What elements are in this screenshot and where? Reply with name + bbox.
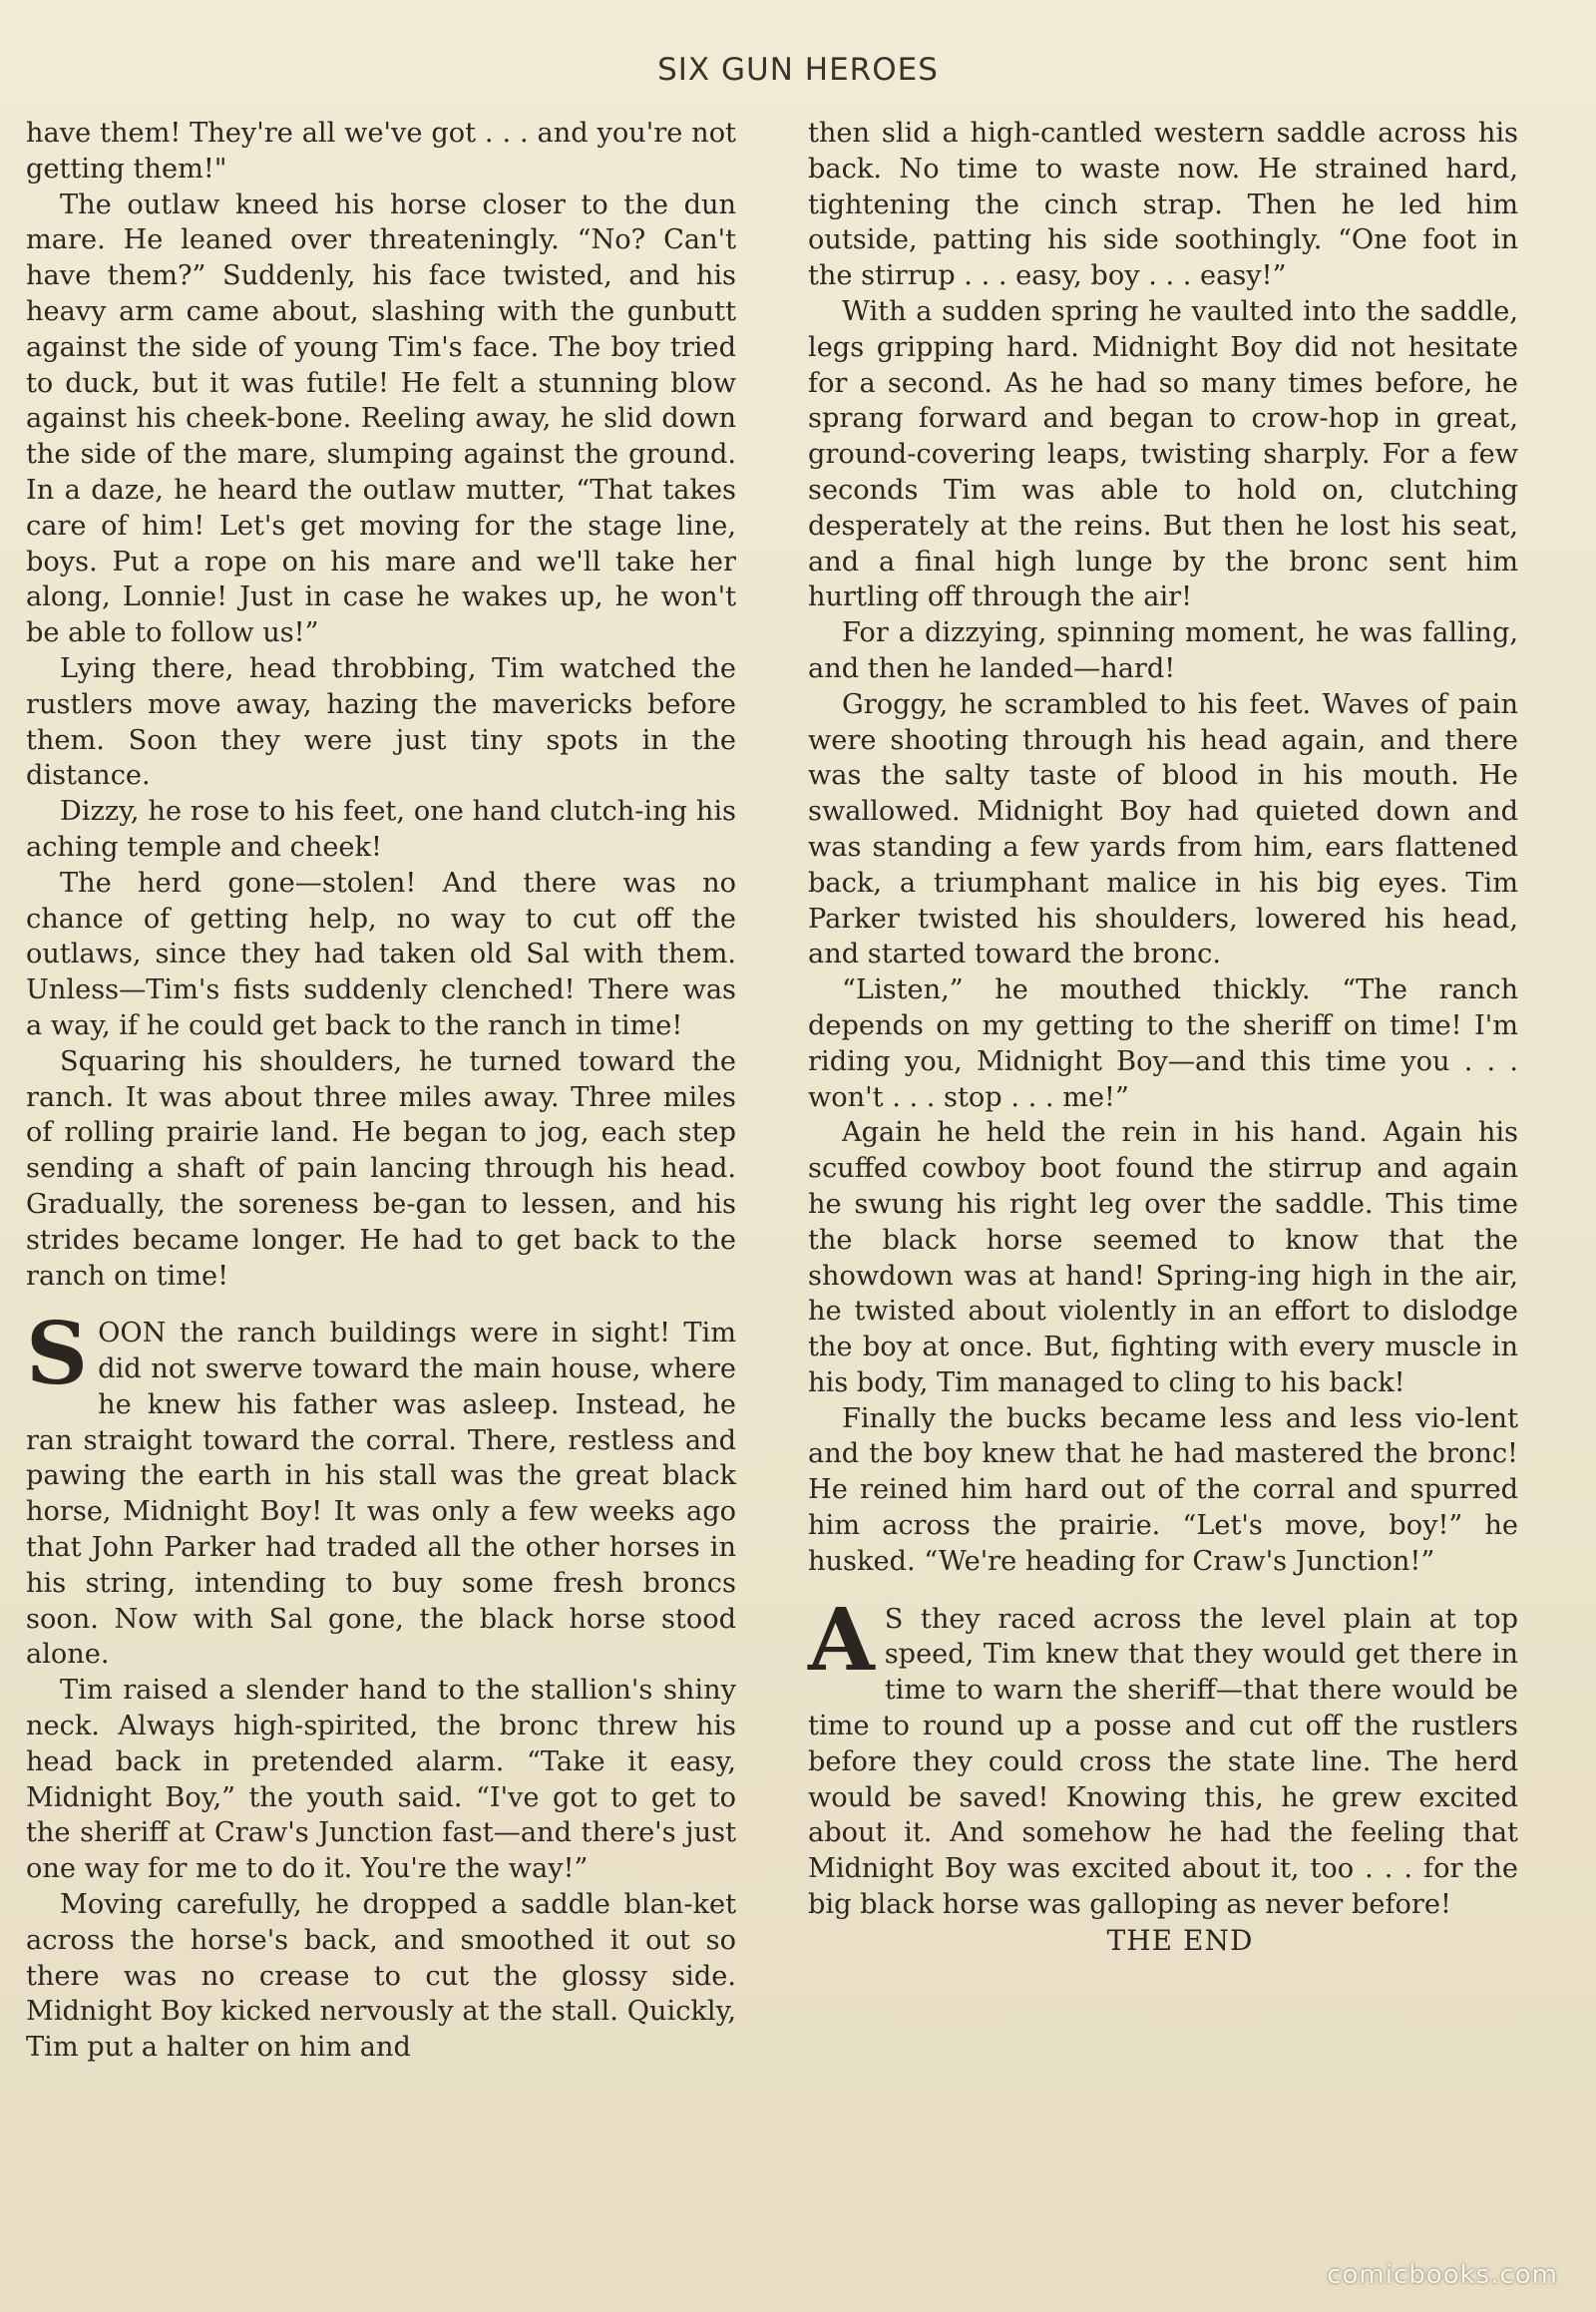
paragraph: Lying there, head throbbing, Tim watched the rustlers move away, hazing the mavericks before them. Soon they were just tiny spots in the distance. <box>26 652 736 792</box>
watermark-text: comicbooks.com <box>1327 2260 1558 2290</box>
the-end: THE END <box>1106 1923 1254 1957</box>
page-header: SIX GUN HEROES <box>657 52 939 88</box>
paragraph: Squaring his shoulders, he turned toward the ranch. It was about three miles away. Three miles of rolling prairie land. He began to jog, each step sending a shaft of pain lancing through his head. Gradually, the soreness be-gan to lessen, and his strides became longer. He had to get back to the ranch on time! <box>26 1045 736 1292</box>
paragraph-dropcap <box>26 1304 736 1673</box>
paragraph: For a dizzying, spinning moment, he was falling, and then he landed—hard! <box>808 617 1518 684</box>
left-column <box>26 116 736 2066</box>
paragraph: Moving carefully, he dropped a saddle blan-ket across the horse's back, and smoothed it out so there was no crease to cut the glossy side. Midnight Boy kicked nervously at the stall. Quickly, Tim put a halter on him and <box>26 1889 736 2064</box>
paragraph-dropcap <box>808 1589 1518 1923</box>
paragraph: Dizzy, he rose to his feet, one hand clutch-ing his aching temple and cheek! <box>26 796 736 863</box>
paragraph: With a sudden spring he vaulted into the saddle, legs gripping hard. Midnight Boy did not hesitate for a second. As he had so many times before, he sprang forward and began to crow-hop in great, ground-covering leaps, twisting sharply. For a few seconds Tim was able to hold on, clutching desperately at the reins. But then he lost his seat, and a final high lunge by the bronc sent him hurtling off through the air! <box>808 295 1518 613</box>
paragraph: Tim raised a slender hand to the stallion's shiny neck. Always high-spirited, the bronc threw his head back in pretended alarm. “Take it easy, Midnight Boy,” the youth said. “I've got to get to the sheriff at Craw's Junction fast—and there's just one way for me to do it. You're the way!” <box>26 1675 736 1885</box>
drop-cap: S <box>26 1304 89 1405</box>
paragraph: Groggy, he scrambled to his feet. Waves of pain were shooting through his head again, and there was the salty taste of blood in his mouth. He swallowed. Midnight Boy had quieted down and was standing a few yards from him, ears flattened back, a triumphant malice in his big eyes. Tim Parker twisted his shoulders, lowered his head, and started toward the bronc. <box>808 688 1518 970</box>
paragraph: The outlaw kneed his horse closer to the dun mare. He leaned over threateningly. “No? Can't have them?” Suddenly, his face twisted, and his heavy arm came about, slashing with the gunbutt against the side of young Tim's face. The boy tried to duck, but it was futile! He felt a stunning blow against his cheek-bone. Reeling away, he slid down the side of the mare, slumping against the ground. In a daze, he heard the outlaw mutter, “That takes care of him! Let's get moving for the stage line, boys. Put a rope on his mare and we'll take her along, Lonnie! Just in case he wakes up, he won't be able to follow us!” <box>26 189 736 649</box>
paragraph: then slid a high-cantled western saddle across his back. No time to waste now. He strained hard, tightening the cinch strap. Then he led him outside, patting his side soothingly. “One foot in the stirrup . . . easy, boy . . . easy!” <box>808 118 1518 292</box>
paragraph: The herd gone—stolen! And there was no chance of getting help, no way to cut off the outlaws, since they had taken old Sal with them. Unless—Tim's fists suddenly clenched! There was a way, if he could get back to the ranch in time! <box>26 867 736 1041</box>
paragraph-text: S they raced across the level plain at top speed, Tim knew that they would get there in time to warn the sheriff—that there would be time to round up a posse and cut off the rustlers before they could cross the state line. The herd would be saved! Knowing this, he grew excited about it. And somehow he had the feeling that Midnight Boy was excited about it, too . . . for the big black horse was galloping as never before! <box>808 1603 1518 1921</box>
paragraph: have them! They're all we've got . . . and you're not getting them!" <box>26 118 736 185</box>
paragraph: Again he held the rein in his hand. Again his scuffed cowboy boot found the stirrup and again he swung his right leg over the saddle. This time the black horse seemed to know that the showdown was at hand! Spring-ing high in the air, he twisted about violently in an effort to dislodge the boy at once. But, fighting with every muscle in his body, Tim managed to cling to his back! <box>808 1117 1518 1398</box>
paragraph-text: OON the ranch buildings were in sight! Tim did not swerve toward the main house, where he knew his father was asleep. Instead, he ran straight toward the corral. There, restless and pawing the earth in his stall was the great black horse, Midnight Boy! It was only a few weeks ago that John Parker had traded all the other horses in his string, intending to buy some fresh broncs soon. Now with Sal gone, the black horse stood alone. <box>26 1318 736 1671</box>
paragraph: “Listen,” he mouthed thickly. “The ranch depends on my getting to the sheriff on time! I'm riding you, Midnight Boy—and this time you . . . won't . . . stop . . . me!” <box>808 974 1518 1113</box>
paragraph: Finally the bucks became less and less vio-lent and the boy knew that he had mastered the bronc! He reined him hard out of the corral and spurred him across the prairie. “Let's move, boy!” he husked. “We're heading for Craw's Junction!” <box>808 1402 1518 1577</box>
right-column <box>808 116 1518 1959</box>
drop-cap: A <box>808 1589 875 1691</box>
